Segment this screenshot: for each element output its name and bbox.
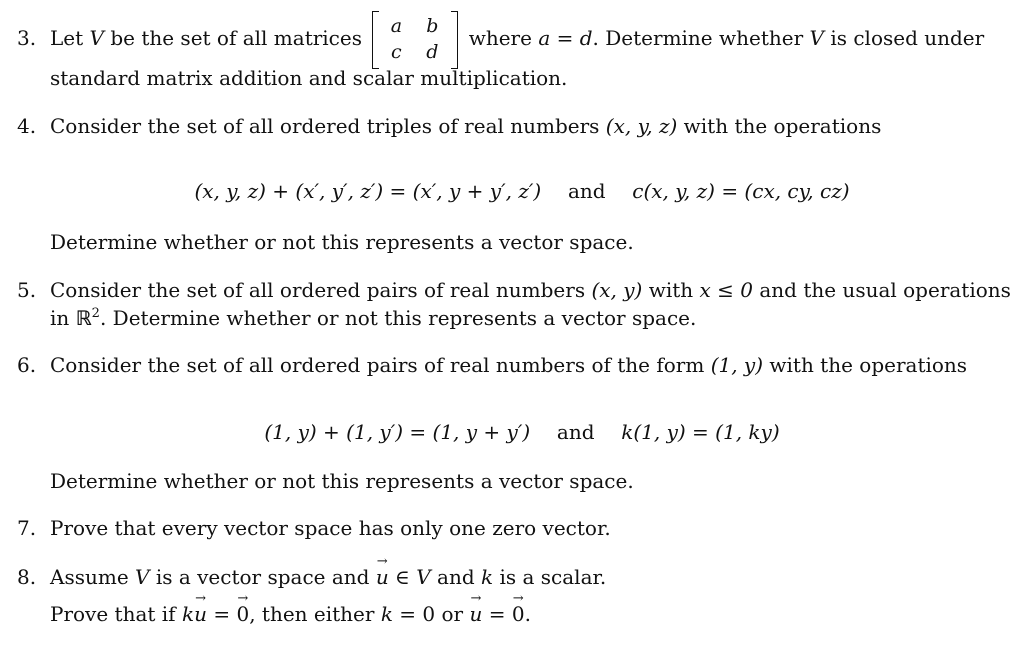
addition-rule: (x, y, z) + (x′, y′, z′) = (x′, y + y′, z′)	[194, 179, 542, 203]
problem-8-line-1: Assume V is a vector space and u → ∈ V and k is a scalar.	[50, 563, 606, 591]
problem-number: 5.	[17, 278, 37, 302]
problem-6-conclusion: Determine whether or not this represents a vector space.	[50, 469, 634, 493]
problem-5-line-2: in ℝ$^2$. Determine whether or not this represents a vector space.	[50, 306, 697, 330]
problem-7-text: Prove that every vector space has only one zero vector.	[50, 516, 611, 540]
scalar-rule: k(1, y) = (1, ky)	[621, 420, 780, 444]
matrix-entry-d: d	[426, 40, 439, 63]
zero-vector: 0 →	[512, 600, 525, 628]
problem-number: 3.	[17, 26, 37, 50]
zero-vector: 0 →	[236, 600, 249, 628]
problem-number: 7.	[17, 516, 37, 540]
problem-4-intro: Consider the set of all ordered triples of real numbers (x, y, z) with the operations	[50, 114, 882, 138]
matrix-entry-c: c	[391, 40, 402, 63]
problem-6-operations	[0, 418, 1024, 446]
matrix-abcd	[372, 11, 458, 69]
vector-u: u →	[376, 563, 389, 591]
problem-5-line-1: Consider the set of all ordered pairs of real numbers (x, y) with x ≤ 0 and the usual operations	[50, 278, 1011, 302]
problem-4-operations	[0, 177, 1024, 205]
problem-3-line-2: standard matrix addition and scalar multiplication.	[50, 66, 568, 90]
problem-6-intro: Consider the set of all ordered pairs of real numbers of the form (1, y) with the operations	[50, 353, 968, 377]
problem-4-conclusion: Determine whether or not this represents a vector space.	[50, 230, 634, 254]
and-word: and	[567, 179, 606, 203]
scalar-rule: c(x, y, z) = (cx, cy, cz)	[632, 179, 850, 203]
matrix-entry-b: b	[426, 14, 439, 37]
vector-u: u →	[194, 600, 207, 628]
problem-number: 6.	[17, 353, 37, 377]
matrix-entry-a: a	[390, 14, 403, 37]
problem-3-line-1: Let V be the set of all matrices a b c d where a = d. Determine whether V is closed under	[50, 9, 984, 67]
addition-rule: (1, y) + (1, y′) = (1, y + y′)	[264, 420, 531, 444]
right-bracket	[451, 11, 458, 69]
left-bracket	[372, 11, 379, 69]
problem-number: 4.	[17, 114, 37, 138]
problem-8-line-2: Prove that if ku → = 0 →, then either k = 0 or u → = 0 →.	[50, 600, 531, 628]
problem-number: 8.	[17, 565, 37, 589]
vector-u: u →	[469, 600, 482, 628]
and-word: and	[556, 420, 595, 444]
